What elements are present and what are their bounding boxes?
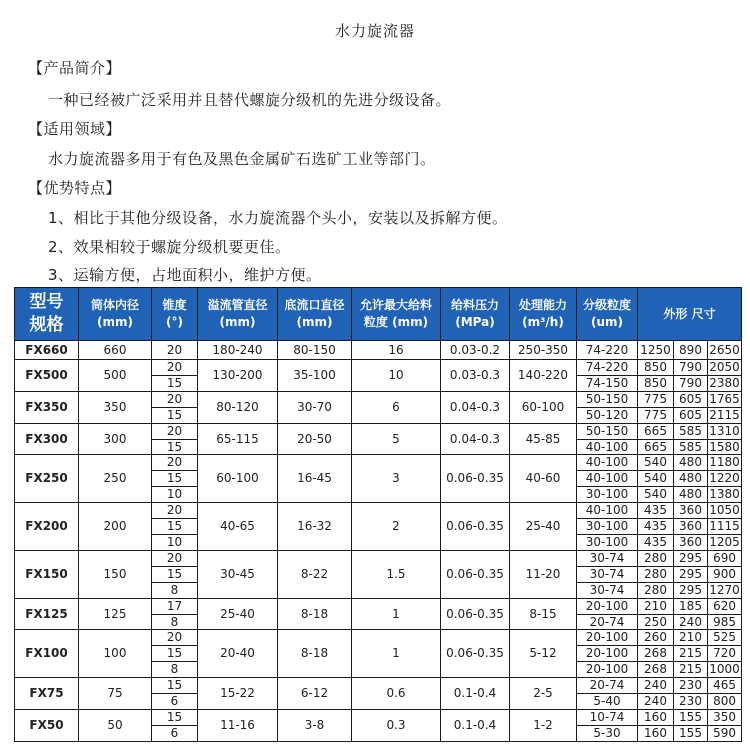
cell-underflow: 16-32 [278, 503, 352, 551]
cell-grade: 74-220 [577, 341, 638, 360]
header-overflow [198, 288, 278, 341]
cell-dim-3: 690 [708, 550, 742, 566]
cell-grade: 20-74 [577, 614, 638, 630]
cell-dim-3: 2050 [709, 360, 740, 374]
table-row [15, 550, 742, 566]
cell-pressure: 0.06-0.35 [441, 550, 510, 598]
cell-dim-3: 1220 [709, 471, 740, 486]
cell-cone: 20 [152, 630, 198, 646]
cell-dim-2: 360 [674, 519, 708, 535]
cell-diameter: 100 [79, 630, 152, 678]
cell-dim-2: 240 [674, 614, 708, 630]
cell-grade: 30-74 [577, 550, 638, 566]
cell-cone: 15 [152, 646, 198, 662]
table-row [15, 360, 742, 376]
cell-dim-2: 480 [674, 455, 708, 471]
cell-underflow: 3-8 [278, 709, 352, 741]
cell-model: FX660 [15, 341, 79, 360]
cell-dim-3: 1380 [709, 487, 740, 502]
cell-pressure: 0.06-0.35 [441, 455, 510, 503]
cell-grade: 20-100 [577, 646, 638, 662]
cell-dim-3: 465 [708, 678, 742, 694]
cell-dim-2: 155 [674, 725, 708, 741]
cell-feed-size: 5 [352, 423, 441, 455]
cell-dim-2: 155 [674, 709, 708, 725]
cell-dim-2: 210 [674, 630, 708, 646]
cell-dim-2: 480 [674, 471, 708, 487]
cell-capacity: 45-85 [510, 423, 577, 455]
cell-grade: 20-74 [577, 678, 638, 694]
cell-dim-2: 605 [674, 407, 708, 423]
table-row [15, 455, 742, 471]
header-grade [577, 288, 638, 341]
cell-dim-3: 1765 [709, 391, 740, 406]
cell-dim-2: 480 [674, 487, 708, 503]
cell-pressure: 0.04-0.3 [441, 391, 510, 423]
cell-grade: 50-150 [577, 391, 638, 407]
cell-dim-1: 210 [638, 598, 674, 614]
cell-underflow: 80-150 [278, 341, 352, 360]
cell-cone: 6 [152, 725, 198, 741]
cell-feed-size: 0.3 [352, 709, 441, 741]
header-cone-line: 锥度 [162, 298, 187, 312]
cell-overflow: 130-200 [198, 360, 278, 392]
cell-diameter: 250 [79, 455, 152, 503]
cell-model: FX500 [15, 360, 79, 392]
cell-capacity: 25-40 [510, 503, 577, 551]
cell-cone: 6 [152, 694, 198, 710]
cell-dim-1: 850 [638, 360, 674, 376]
advantages-heading: 【优势特点】 [28, 179, 122, 197]
cell-dim-2: 585 [674, 423, 708, 439]
cell-capacity: 140-220 [510, 360, 577, 392]
cell-grade: 30-100 [577, 519, 638, 535]
intro-heading: 【产品简介】 [28, 59, 122, 77]
cell-overflow: 65-115 [198, 423, 278, 455]
cell-cone: 15 [152, 566, 198, 582]
cell-dim-3: 1050 [709, 503, 740, 518]
cell-dim-1: 775 [638, 391, 674, 407]
cell-dim-2: 215 [674, 662, 708, 678]
cell-cone: 20 [152, 360, 198, 376]
cell-feed-size: 1 [352, 598, 441, 630]
cell-dim-1: 240 [638, 694, 674, 710]
cell-dim-2: 360 [674, 534, 708, 550]
header-model [15, 288, 79, 341]
cell-feed-size: 1 [352, 630, 441, 678]
page-title: 水力旋流器 [334, 22, 415, 40]
cell-grade: 40-100 [577, 439, 638, 455]
cell-dim-2: 360 [674, 503, 708, 519]
cell-diameter: 75 [79, 678, 152, 710]
cell-dim-2: 790 [674, 360, 708, 376]
table-row [15, 709, 742, 725]
header-capacity-line: 处理能力 [518, 298, 567, 312]
cell-cone: 20 [152, 550, 198, 566]
cell-underflow: 8-18 [278, 598, 352, 630]
cell-capacity: 40-60 [510, 455, 577, 503]
cell-diameter: 125 [79, 598, 152, 630]
cell-dim-1: 435 [638, 519, 674, 535]
cell-capacity: 2-5 [510, 678, 577, 710]
cell-pressure: 0.03-0.2 [441, 341, 510, 360]
table-row [15, 503, 742, 519]
header-grade-line: (um) [590, 315, 623, 329]
cell-capacity: 250-350 [510, 341, 577, 360]
cell-dim-3: 2380 [709, 375, 740, 390]
cell-cone: 10 [152, 487, 198, 503]
header-diameter-line: 筒体内径 [90, 298, 139, 312]
header-dimensions [638, 288, 742, 341]
cell-dim-1: 260 [638, 630, 674, 646]
cell-pressure: 0.1-0.4 [441, 678, 510, 710]
cell-cone: 8 [152, 582, 198, 598]
cell-pressure: 0.1-0.4 [441, 709, 510, 741]
cell-feed-size: 1.5 [352, 550, 441, 598]
cell-underflow: 35-100 [278, 360, 352, 392]
cell-overflow: 30-45 [198, 550, 278, 598]
cell-cone: 20 [152, 423, 198, 439]
cell-grade: 20-100 [577, 630, 638, 646]
cell-dim-1: 240 [638, 678, 674, 694]
cell-grade: 74-150 [577, 375, 638, 391]
cell-cone: 8 [152, 614, 198, 630]
spec-table [14, 287, 742, 742]
cell-dim-3: 1180 [709, 455, 740, 470]
table-row [15, 341, 742, 360]
cell-cone: 15 [152, 709, 198, 725]
header-pressure-line: (MPa) [455, 315, 495, 329]
cell-model: FX75 [15, 678, 79, 710]
header-model-line: 规格 [29, 315, 64, 335]
cell-dim-1: 160 [638, 725, 674, 741]
cell-dim-3: 525 [708, 630, 742, 646]
cell-capacity: 11-20 [510, 550, 577, 598]
header-overflow-line: (mm) [219, 315, 256, 329]
table-row [15, 678, 742, 694]
cell-dim-1: 268 [638, 662, 674, 678]
cell-dim-3: 2115 [709, 407, 740, 422]
cell-dim-2: 585 [674, 439, 708, 455]
cell-diameter: 200 [79, 503, 152, 551]
cell-underflow: 16-45 [278, 455, 352, 503]
cell-dim-2: 295 [674, 550, 708, 566]
cell-diameter: 500 [79, 360, 152, 392]
cell-diameter: 150 [79, 550, 152, 598]
cell-cone: 15 [152, 471, 198, 487]
table-row [15, 598, 742, 614]
header-diameter-line: (mm) [97, 315, 133, 329]
cell-feed-size: 2 [352, 503, 441, 551]
cell-dim-2: 790 [674, 375, 708, 391]
cell-pressure: 0.06-0.35 [441, 503, 510, 551]
cell-pressure: 0.06-0.35 [441, 630, 510, 678]
cell-grade: 40-100 [577, 503, 638, 519]
cell-dim-1: 280 [638, 550, 674, 566]
cell-dim-1: 665 [638, 439, 674, 455]
cell-grade: 10-74 [577, 709, 638, 725]
cell-dim-1: 280 [638, 582, 674, 598]
cell-capacity: 5-12 [510, 630, 577, 678]
cell-cone: 15 [152, 439, 198, 455]
cell-grade: 74-220 [577, 360, 638, 376]
header-underflow [278, 288, 352, 341]
advantage-item-3: 3、运输方便，占地面积小，维护方便。 [48, 266, 322, 284]
header-underflow-line: (mm) [296, 315, 333, 329]
header-feed-size-line: 允许最大给料 [359, 298, 432, 312]
cell-diameter: 300 [79, 423, 152, 455]
cell-grade: 30-100 [577, 534, 638, 550]
cell-dim-3: 1205 [709, 534, 740, 549]
cell-underflow: 6-12 [278, 678, 352, 710]
cell-dim-2: 605 [674, 391, 708, 407]
cell-feed-size: 16 [352, 341, 441, 360]
header-capacity-line: (m³/h) [522, 315, 564, 329]
scope-text: 水力旋流器多用于有色及黑色金属矿石选矿工业等部门。 [48, 150, 436, 168]
cell-dim-1: 540 [638, 487, 674, 503]
cell-dim-1: 1250 [638, 341, 674, 360]
header-cone [152, 288, 198, 341]
cell-dim-1: 775 [638, 407, 674, 423]
cell-dim-2: 295 [674, 566, 708, 582]
cell-capacity: 60-100 [510, 391, 577, 423]
cell-grade: 20-100 [577, 598, 638, 614]
cell-model: FX300 [15, 423, 79, 455]
cell-model: FX200 [15, 503, 79, 551]
cell-dim-1: 268 [638, 646, 674, 662]
table-row [15, 630, 742, 646]
cell-dim-1: 435 [638, 534, 674, 550]
table-header-row [15, 288, 742, 341]
cell-dim-3: 985 [708, 614, 742, 630]
cell-dim-3: 800 [708, 694, 742, 710]
cell-cone: 20 [152, 503, 198, 519]
cell-dim-1: 540 [638, 471, 674, 487]
header-dimensions-line: 外形 尺寸 [663, 306, 716, 321]
cell-overflow: 15-22 [198, 678, 278, 710]
cell-dim-1: 280 [638, 566, 674, 582]
cell-overflow: 11-16 [198, 709, 278, 741]
table-row [15, 423, 742, 439]
cell-dim-3: 1270 [709, 582, 740, 597]
cell-dim-2: 185 [674, 598, 708, 614]
header-pressure [441, 288, 510, 341]
header-model-line: 型号 [29, 292, 64, 312]
cell-model: FX125 [15, 598, 79, 630]
cell-dim-2: 890 [674, 341, 708, 360]
cell-diameter: 660 [79, 341, 152, 360]
cell-grade: 5-30 [577, 725, 638, 741]
cell-grade: 20-100 [577, 662, 638, 678]
cell-underflow: 30-70 [278, 391, 352, 423]
table-row [15, 391, 742, 407]
cell-cone: 20 [152, 341, 198, 360]
cell-overflow: 40-65 [198, 503, 278, 551]
cell-grade: 5-40 [577, 694, 638, 710]
cell-grade: 30-74 [577, 582, 638, 598]
cell-diameter: 350 [79, 391, 152, 423]
cell-underflow: 8-22 [278, 550, 352, 598]
cell-dim-3: 1115 [709, 519, 740, 534]
cell-feed-size: 3 [352, 455, 441, 503]
cell-model: FX150 [15, 550, 79, 598]
advantage-item-2: 2、效果相较于螺旋分级机要更佳。 [48, 238, 291, 256]
cell-pressure: 0.04-0.3 [441, 423, 510, 455]
advantage-item-1: 1、相比于其他分级设备，水力旋流器个头小，安装以及拆解方便。 [48, 209, 508, 227]
cell-dim-3: 2650 [708, 341, 742, 360]
cell-dim-1: 435 [638, 503, 674, 519]
cell-dim-3: 620 [708, 598, 742, 614]
cell-dim-3: 900 [708, 566, 742, 582]
header-capacity [510, 288, 577, 341]
cell-model: FX350 [15, 391, 79, 423]
cell-cone: 20 [152, 391, 198, 407]
header-feed-size-line: 粒度 (mm) [363, 315, 429, 329]
header-pressure-line: 给料压力 [450, 298, 499, 312]
cell-grade: 50-150 [577, 423, 638, 439]
cell-cone: 15 [152, 678, 198, 694]
cell-dim-1: 540 [638, 455, 674, 471]
cell-diameter: 50 [79, 709, 152, 741]
cell-underflow: 8-18 [278, 630, 352, 678]
cell-dim-2: 230 [674, 694, 708, 710]
cell-capacity: 1-2 [510, 709, 577, 741]
cell-overflow: 20-40 [198, 630, 278, 678]
cell-dim-2: 230 [674, 678, 708, 694]
cell-cone: 20 [152, 455, 198, 471]
cell-underflow: 20-50 [278, 423, 352, 455]
cell-dim-3: 1580 [709, 439, 740, 454]
cell-overflow: 60-100 [198, 455, 278, 503]
cell-pressure: 0.03-0.3 [441, 360, 510, 392]
header-diameter [79, 288, 152, 341]
intro-text: 一种已经被广泛采用并且替代螺旋分级机的先进分级设备。 [48, 91, 452, 109]
cell-dim-3: 720 [708, 646, 742, 662]
cell-cone: 15 [152, 519, 198, 535]
cell-overflow: 180-240 [198, 341, 278, 360]
cell-feed-size: 10 [352, 360, 441, 392]
table-body [15, 341, 742, 742]
cell-cone: 17 [152, 598, 198, 614]
header-grade-line: 分级粒度 [582, 298, 631, 312]
cell-cone: 10 [152, 534, 198, 550]
cell-dim-2: 215 [674, 646, 708, 662]
cell-overflow: 80-120 [198, 391, 278, 423]
cell-grade: 30-74 [577, 566, 638, 582]
cell-grade: 50-120 [577, 407, 638, 423]
scope-heading: 【适用领域】 [28, 120, 122, 138]
cell-grade: 40-100 [577, 455, 638, 471]
cell-dim-3: 590 [708, 725, 742, 741]
header-feed-size [352, 288, 441, 341]
cell-cone: 8 [152, 662, 198, 678]
header-overflow-line: 溢流管直径 [207, 298, 268, 312]
cell-pressure: 0.06-0.35 [441, 598, 510, 630]
cell-feed-size: 6 [352, 391, 441, 423]
cell-grade: 30-100 [577, 487, 638, 503]
header-cone-line: (°) [166, 315, 183, 329]
cell-model: FX250 [15, 455, 79, 503]
cell-model: FX100 [15, 630, 79, 678]
cell-feed-size: 0.6 [352, 678, 441, 710]
cell-dim-1: 850 [638, 375, 674, 391]
cell-overflow: 25-40 [198, 598, 278, 630]
cell-cone: 15 [152, 407, 198, 423]
cell-dim-1: 160 [638, 709, 674, 725]
cell-model: FX50 [15, 709, 79, 741]
cell-capacity: 8-15 [510, 598, 577, 630]
cell-dim-1: 665 [638, 423, 674, 439]
cell-dim-3: 1310 [709, 423, 740, 438]
cell-dim-2: 295 [674, 582, 708, 598]
cell-dim-3: 350 [708, 709, 742, 725]
cell-cone: 15 [152, 375, 198, 391]
cell-dim-1: 250 [638, 614, 674, 630]
cell-dim-3: 1000 [709, 662, 740, 677]
cell-grade: 40-100 [577, 471, 638, 487]
header-underflow-line: 底流口直径 [284, 298, 345, 312]
